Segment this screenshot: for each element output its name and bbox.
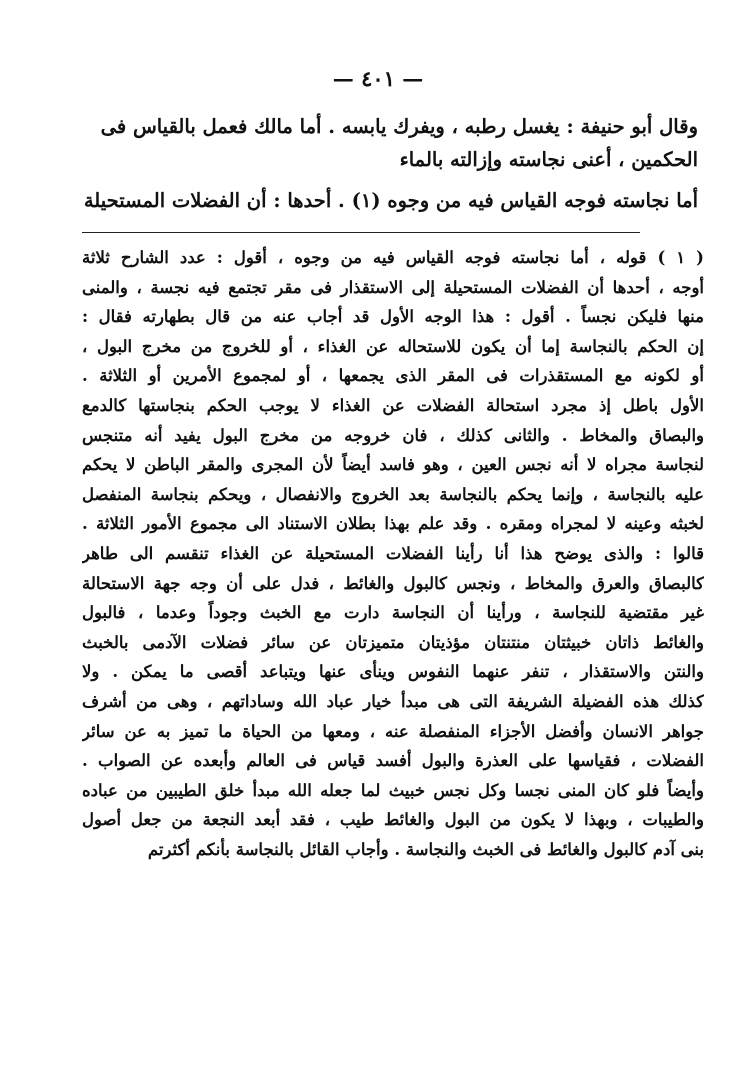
footnote-line: إن الحكم بالنجاسة إما أن يكون للاستحاله عن الغذاء ، أو للخروج من مخرج البول ، (82, 336, 704, 356)
footnote-line: لخبثه وعينه لا لمجراه ومقره . وقد علم بهذا بطلان الاستناد الى مجموع الأمور الثلاثة . (82, 514, 704, 534)
footnote-separator (82, 232, 640, 233)
footnote-line: ( ١ ) قوله ، أما نجاسته فوجه القياس فيه من وجوه ، أقول : عدد الشارح ثلاثة (82, 248, 704, 267)
footnote-line: والبصاق والمخاط . والثانى كذلك ، فان خروجه من مخرج البول يفيد أنه متنجس (82, 425, 704, 445)
footnote-line: قالوا : والذى يوضح هذا أنا رأينا الفضلات المستحيلة عن الغذاء تنقسم الى طاهر (82, 543, 704, 563)
footnote-line: الأول باطل إذ مجرد استحالة الفضلات عن الغذاء لا يوجب الحكم بنجاستها كالدمع (82, 395, 704, 415)
footnote-line: والغائط ذاتان خبيثتان منتنتان مؤذيتان متميزتان عن سائر فضلات الآدمى بالخبث (82, 632, 704, 652)
footnote-line: بنى آدم كالبول والغائط فى الخبث والنجاسة . وأجاب القائل بالنجاسة بأنكم أكثرتم (147, 839, 704, 859)
footnote-line: عليه بالنجاسة ، وإنما يحكم بالنجاسة بعد الخروج والانفصال ، ويحكم بنجاسة المنفصل (82, 484, 704, 504)
footnote-line: أوجه ، أحدها أن الفضلات المستحيلة إلى الاستقذار فى مقر تجتمع فيه نجسة ، والمنى (82, 277, 704, 297)
footnote-line: وأيضاً فلو كان المنى نجسا وكل نجس خبيث لما جعله الله مبدأ خلق الطيبين من عباده (82, 780, 704, 800)
footnote-line: كالبصاق والعرق والمخاط ، ونجس كالبول والغائط ، فدل على أن وجه جهة الاستحالة (82, 573, 704, 593)
main-text-line: أما نجاسته فوجه القياس فيه من وجوه (١) . أحدها : أن الفضلات المستحيلة (83, 189, 698, 212)
footnote-line: غير مقتضية للنجاسة ، ورأينا أن النجاسة دارت مع الخبث وجوداً وعدما ، فالبول (82, 603, 704, 623)
footnote-line: جواهر الانسان وأفضل الأجزاء المنفصلة عنه ، ومعها من الحياة ما تميز به عن سائر (82, 721, 704, 741)
footnote (82, 243, 704, 864)
footnote-line: كذلك هذه الفضيلة الشريفة التى هى مبدأ خيار عباد الله وساداتهم ، وهى من أشرف (82, 691, 704, 711)
main-text (82, 110, 698, 217)
footnote-line: منها فليكن نجساً . أقول : هذا الوجه الأول قد أجاب عنه من قال بطهارته فقال : (82, 307, 704, 327)
page-number: — ٤٠١ — (332, 66, 424, 91)
main-text-line: وقال أبو حنيفة : يغسل رطبه ، ويفرك يابسه . أما مالك فعمل بالقياس فى (100, 115, 698, 138)
footnote-line: لنجاسة مجراه لا أنه نجس العين ، وهو فاسد أيضاً لأن المجرى والمقر الباطن لا يحكم (82, 455, 704, 475)
main-text-line: الحكمين ، أعنى نجاسته وإزالته بالماء (399, 148, 698, 171)
footnote-line: أو لكونه مع المستقذرات فى المقر الذى يجمعها ، أو لمجموع الأمرين أو الثلاثة . (82, 366, 704, 386)
footnote-line: والنتن والاستقذار ، تنفر عنهما النفوس وينأى عنها ويتباعد أقصى ما يمكن . ولا (82, 662, 704, 682)
footnote-line: الفضلات ، فقياسها على العذرة والبول أفسد قياس فى العالم وأبعده عن الصواب . (82, 751, 704, 771)
footnote-line: والطيبات ، وبهذا لا يكون من البول والغائط طيب ، فقد أبعد النجعة من جعل أصول (82, 810, 704, 830)
